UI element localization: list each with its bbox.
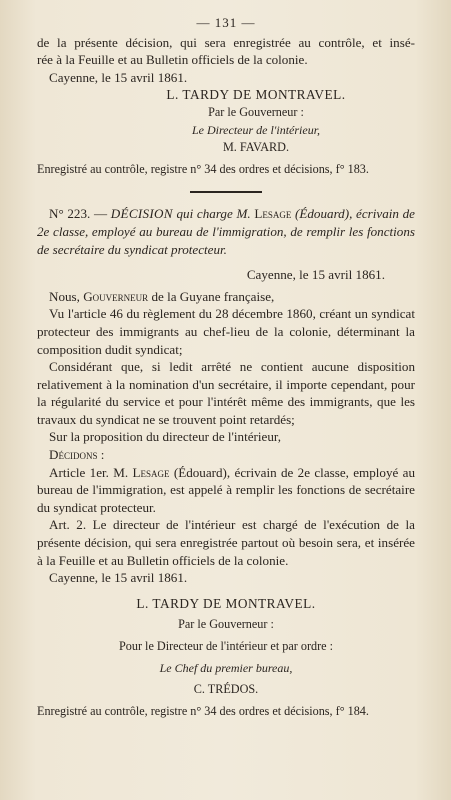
text-line: de la présente décision, qui sera enregistrée au contrôle, et insé- xyxy=(37,34,415,50)
decision-title-lead: DÉCISION xyxy=(110,206,173,222)
signer-role: Le Chef du premier bureau, xyxy=(159,660,293,675)
nous-prefix: Nous, xyxy=(49,288,84,304)
paragraph-proposition: Sur la proposition du directeur de l'intérieur, xyxy=(49,429,282,445)
nous-rest: de la Guyane française, xyxy=(148,288,275,304)
signer-role: Le Directeur de l'intérieur, xyxy=(191,122,321,137)
article-1-prefix: Article 1er. M. xyxy=(49,464,133,480)
article-1-rest: (Édouard), écrivain de 2e classe, employé au bureau de l'immigration, est appelé à remplir les fonctions de secrétaire du syndicat protecteur. xyxy=(37,464,415,515)
paragraph-considerant: Considérant que, si ledit arrêté ne contient aucune disposition relativement à la nomination d'un secrétaire, il importe cependant, pour la régularité du service et pour l'intérêt même des immigrants, que les travaux du syndicat ne se trouvent point retardés; xyxy=(37,359,415,427)
par-le-gouverneur: Par le Gouverneur : xyxy=(178,617,274,632)
place-date-top: Cayenne, le 15 avril 1861. xyxy=(246,267,385,283)
decision-title-tail: (Édouard), écrivain de 2e classe, employé au bureau de l'immigration, de remplir les fonctions de secrétaire du syndicat protecteur. xyxy=(37,206,415,257)
registre-note: Enregistré au contrôle, registre n° 34 des ordres et décisions, f° 183. xyxy=(37,161,369,176)
article-1-person: Lesage xyxy=(132,464,170,480)
decision-title-rest: qui charge M. xyxy=(172,206,255,222)
signer-name: M. FAVARD. xyxy=(222,140,290,155)
section-divider xyxy=(190,191,262,193)
paragraph-vu: Vu l'article 46 du règlement du 28 décembre 1860, créant un syndicat protecteur des immigrants au chef-lieu de la colonie, déterminant la composition dudit syndicat; xyxy=(37,306,415,357)
par-le-gouverneur: Par le Gouverneur : xyxy=(208,104,304,119)
nous-title: Gouverneur xyxy=(83,288,149,304)
place-date-bottom: Cayenne, le 15 avril 1861. xyxy=(49,570,188,586)
decision-person: Lesage xyxy=(254,206,292,222)
text-line: rée à la Feuille et au Bulletin officiels de la colonie. xyxy=(37,52,308,68)
decision-heading xyxy=(37,205,415,258)
article-1 xyxy=(37,464,415,517)
pour-le-directeur: Pour le Directeur de l'intérieur et par ordre : xyxy=(118,639,334,653)
place-date: Cayenne, le 15 avril 1861. xyxy=(49,69,188,85)
registre-note: Enregistré au contrôle, registre n° 34 des ordres et décisions, f° 184. xyxy=(37,703,369,718)
decidons-label: Décidons : xyxy=(49,447,105,463)
signature: L. TARDY DE MONTRAVEL. xyxy=(136,595,316,611)
nous-line xyxy=(37,288,415,306)
page-number: — 131 — xyxy=(196,15,256,30)
decision-number: N° 223. — xyxy=(49,206,108,222)
article-2: Art. 2. Le directeur de l'intérieur est chargé de l'exécution de la présente décision, qui sera enregistrée partout où besoin sera, et insérée à la Feuille et au Bulletin officiels de la colonie. xyxy=(37,517,415,568)
page-content xyxy=(37,14,415,720)
signer-name: C. TRÉDOS. xyxy=(193,682,259,697)
signature: L. TARDY DE MONTRAVEL. xyxy=(166,87,346,103)
